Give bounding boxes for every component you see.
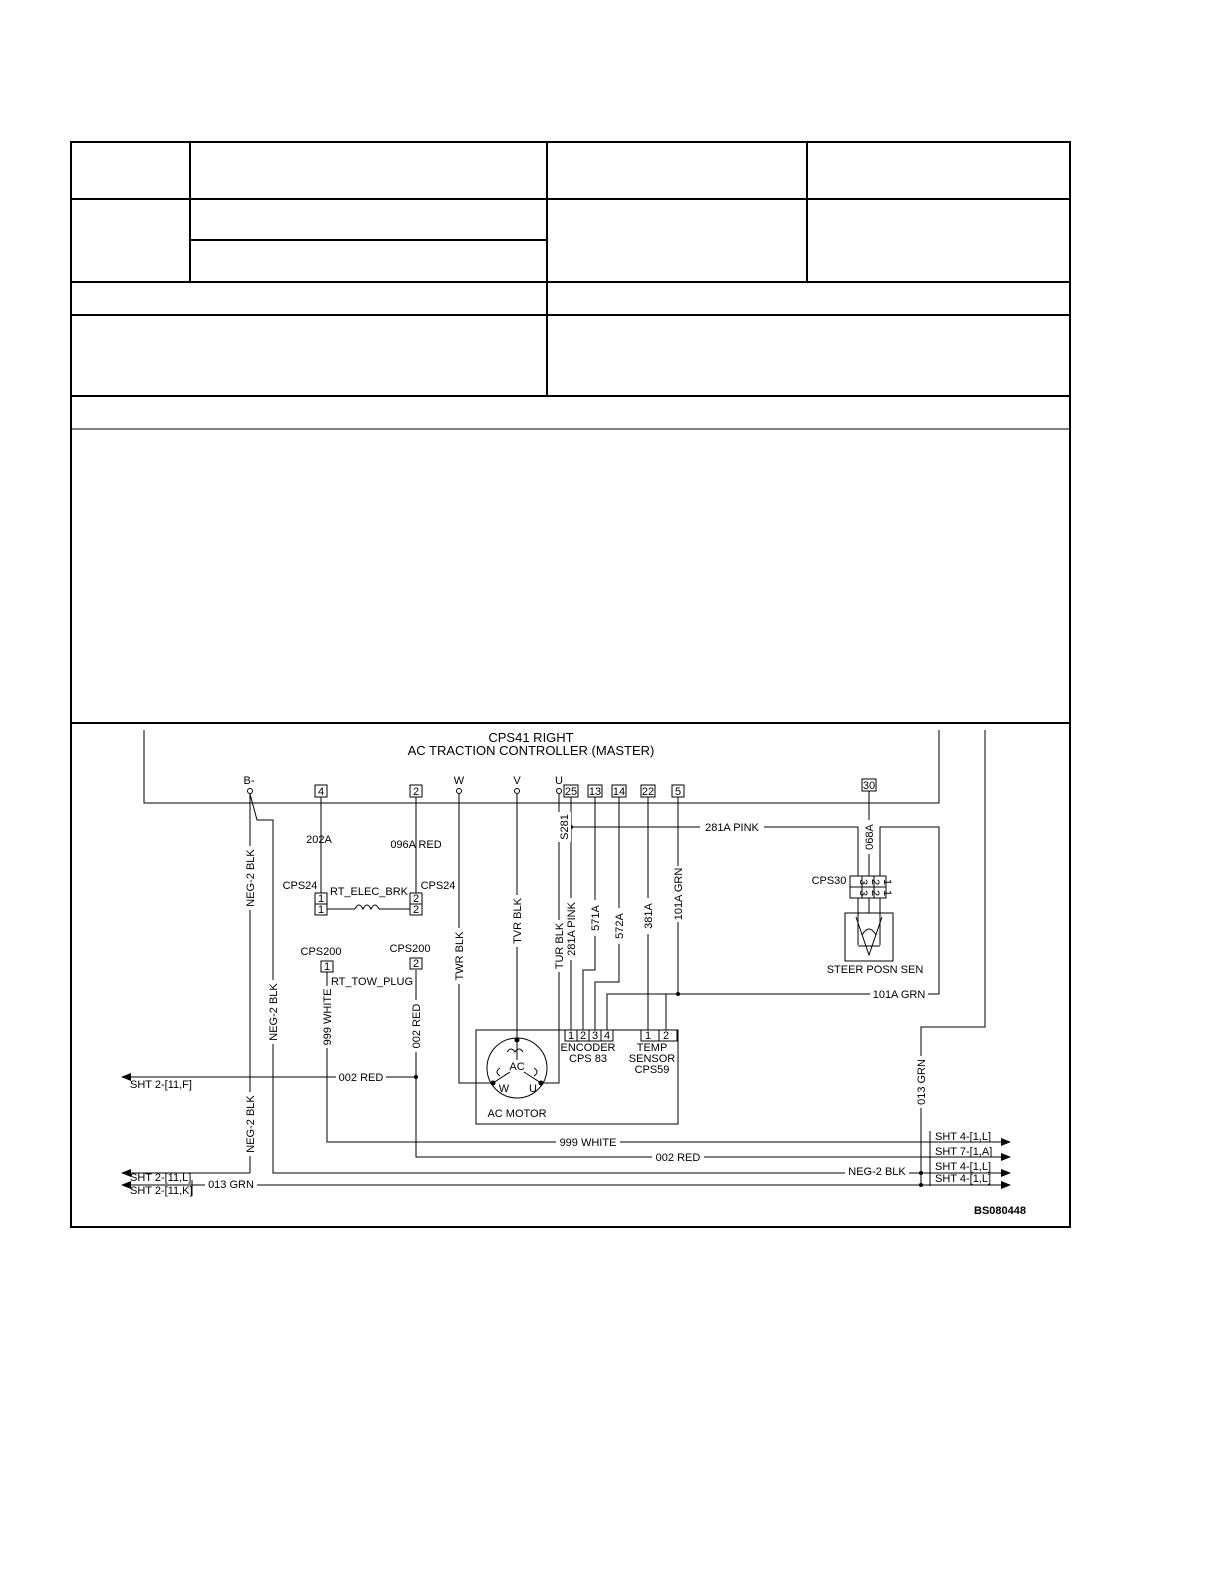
cps24-left-pin1: 1 (317, 893, 325, 905)
temp-cps59-label: CPS59 (634, 1064, 670, 1076)
wire-s281-label: S281 (559, 814, 571, 840)
terminal-u (557, 789, 562, 794)
cps24-right-label: CPS24 (420, 880, 456, 892)
terminal-v-label: V (513, 775, 521, 787)
temp-pin2: 2 (662, 1030, 670, 1042)
sheet-ref-sht4-1l-c: SHT 4-[1,L] (935, 1173, 992, 1185)
wire-571a-label: 571A (590, 905, 602, 931)
terminal-w (457, 789, 462, 794)
cps24-left-pin1b: 1 (317, 904, 325, 916)
wire-101a-grn-horizontal-label: 101A GRN (872, 989, 926, 1001)
steer-posn-sensor (812, 875, 924, 976)
encoder-label: ENCODER (560, 1042, 616, 1054)
terminal-22-label: 22 (641, 786, 655, 798)
cps30-pin2a: 2 (869, 878, 881, 886)
wire-neg2-blk-lower-label: NEG-2 BLK (245, 1095, 257, 1153)
wire-002-red-vertical-label: 002 RED (411, 1003, 423, 1049)
wire-tvr-blk-label: TVR BLK (512, 898, 524, 944)
terminal-30-label: 30 (862, 780, 876, 792)
wire-013-grn-horizontal-label: 013 GRN (208, 1179, 254, 1191)
cps30-pin2b: 2 (869, 889, 881, 897)
sheet-ref-sht4-1l-a: SHT 4-[1,L] (935, 1131, 992, 1143)
controller-box (144, 730, 939, 803)
cps30-label: CPS30 (811, 875, 847, 887)
wire-572a-label: 572A (614, 913, 626, 939)
cps24-left-label: CPS24 (282, 880, 318, 892)
cps200-right-label: CPS200 (389, 943, 431, 955)
rt-elec-brk-label: RT_ELEC_BRK (329, 886, 409, 898)
terminal-14-label: 14 (612, 786, 626, 798)
cps24-right-pin2: 2 (412, 893, 420, 905)
cps200-left-pin: 1 (323, 961, 331, 973)
wire-096a-label: 096A RED (390, 839, 442, 851)
wire-tur-blk-label: TUR BLK (554, 922, 566, 970)
terminal-b-minus (248, 789, 253, 794)
cps24-right-pin2b: 2 (412, 904, 420, 916)
wire-neg2-blk-left-label: NEG-2 BLK (245, 849, 257, 907)
terminal-2-label: 2 (412, 786, 420, 798)
encoder-pin1: 1 (567, 1030, 575, 1042)
rt-tow-plug-label: RT_TOW_PLUG (330, 976, 414, 988)
wire-013-grn-vertical-label: 013 GRN (916, 1059, 928, 1105)
wire-twr-blk-label: TWR BLK (454, 931, 466, 981)
ac-label: AC (509, 1061, 525, 1073)
wire-281a-pink-horizontal-label: 281A PINK (705, 822, 759, 834)
sheet-ref-sht2-11k: SHT 2-[11,K] (130, 1185, 193, 1197)
sheet-ref-sht7-1a: SHT 7-[1,A] (935, 1146, 993, 1158)
terminal-5-label: 5 (674, 786, 682, 798)
steer-posn-sen-label: STEER POSN SEN (826, 964, 924, 976)
motor-u-label: U (529, 1083, 537, 1095)
encoder-pin4: 4 (603, 1030, 611, 1042)
sheet-ref-sht4-1l-b: SHT 4-[1,L] (935, 1161, 992, 1173)
cps30-pin3a: 3 (857, 878, 869, 886)
terminal-4-label: 4 (317, 786, 325, 798)
cps30-pin3b: 3 (857, 889, 869, 897)
temp-sensor-label: SENSOR (628, 1053, 676, 1065)
wire-281a-pink-vertical-label: 281A PINK (566, 902, 578, 956)
sheet-ref-sht2-11l: SHT 2-[11,L] (130, 1172, 192, 1184)
terminal-v (515, 789, 520, 794)
terminal-25-label: 25 (564, 786, 578, 798)
wire-202a-label: 202A (306, 834, 332, 846)
terminal-w-label: W (453, 775, 465, 787)
cps30-pin1a: 1 (881, 878, 893, 886)
controller-terminals (244, 775, 877, 798)
wire-101a-grn-vertical-label: 101A GRN (673, 867, 685, 921)
wire-002-red-horizontal-label: 002 RED (655, 1152, 701, 1164)
controller-title-line2: AC TRACTION CONTROLLER (MASTER) (407, 743, 655, 758)
sheet-ref-sht2-11f: SHT 2-[11,F] (130, 1079, 192, 1091)
figure-id: BS080448 (974, 1205, 1026, 1217)
wire-neg2-blk-horizontal-label: NEG-2 BLK (848, 1166, 906, 1178)
temp-pin1: 1 (644, 1030, 652, 1042)
cps200-left-label: CPS200 (300, 946, 342, 958)
terminal-b-minus-label: B- (243, 775, 255, 787)
encoder-cps83-label: CPS 83 (569, 1053, 607, 1065)
encoder-pin2: 2 (579, 1030, 587, 1042)
terminal-u-label: U (555, 775, 563, 787)
rt-elec-brk-component (283, 880, 456, 916)
wire-999-white-horizontal-label: 999 WHITE (559, 1137, 617, 1149)
cps200-right-pin: 2 (412, 958, 420, 970)
encoder-pin3: 3 (591, 1030, 599, 1042)
rt-tow-plug-component (301, 943, 431, 988)
wire-neg2-blk-second-label: NEG-2 BLK (268, 983, 280, 1041)
temp-label: TEMP (636, 1042, 668, 1054)
wire-999-white-vertical-label: 999 WHITE (322, 988, 334, 1046)
wire-002-red-left-label: 002 RED (338, 1072, 384, 1084)
ac-motor-assembly (476, 1030, 678, 1124)
terminal-13-label: 13 (588, 786, 602, 798)
wire-381a-label: 381A (643, 903, 655, 929)
cps30-pin1b: 1 (881, 889, 893, 897)
ac-motor-label: AC MOTOR (487, 1108, 547, 1120)
wire-068a-label: 068A (864, 824, 876, 850)
motor-w-label: W (498, 1083, 510, 1095)
controller-title-line1: CPS41 RIGHT (488, 730, 574, 745)
